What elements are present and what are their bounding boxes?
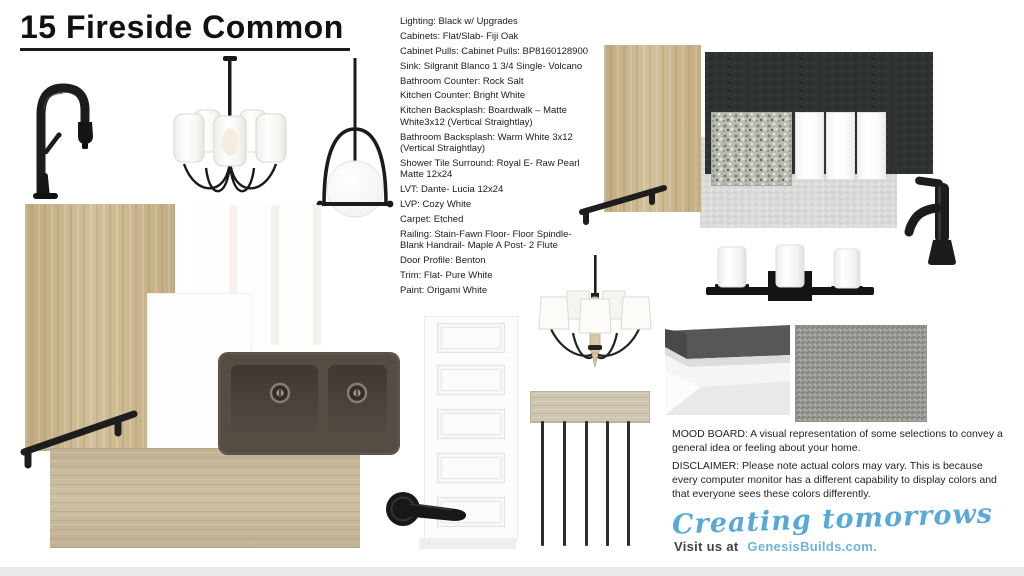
page-title: 15 Fireside Common xyxy=(20,10,350,51)
carpet-etched-swatch xyxy=(795,325,927,422)
door-lever-image xyxy=(380,485,475,535)
spec-item-bathroom-backsplash: Bathroom Backsplash: Warm White 3x12 (Vertical Straightlay) xyxy=(400,131,573,155)
website-link[interactable]: GenesisBuilds.com. xyxy=(747,539,878,554)
railing-spindle xyxy=(541,421,544,546)
baseboard-trim-image xyxy=(665,325,790,415)
door-panel xyxy=(437,409,505,439)
cabinet-pull-image-right xyxy=(576,178,671,226)
warm-white-tile xyxy=(826,112,855,180)
railing-spindle xyxy=(585,421,588,546)
door-panel xyxy=(437,323,505,353)
spec-item-kitchen-backsplash: Kitchen Backsplash: Boardwalk – Matte White3x12 (Vertical Straightlay) xyxy=(400,105,567,128)
warm-white-tile xyxy=(795,112,824,180)
spec-item-kitchen-counter: Kitchen Counter: Bright White xyxy=(400,90,526,102)
spec-item-shower-tile: Shower Tile Surround: Royal E- Raw Pearl Matte 12x24 xyxy=(400,157,580,181)
chandelier-wood-column-image xyxy=(535,255,657,377)
mood-board-description: MOOD BOARD: A visual representation of some selections to convey a general idea or feeling about your home. xyxy=(672,428,1003,454)
cabinet-pull-image xyxy=(18,398,143,470)
spec-item-lvp: LVP: Cozy White xyxy=(400,199,472,211)
railing-spindle xyxy=(606,421,609,546)
visit-line xyxy=(674,539,877,554)
spec-item-cabinets: Cabinets: Flat/Slab- Fiji Oak xyxy=(400,30,519,42)
visit-prefix: Visit us at xyxy=(674,539,739,554)
spec-item-bathroom-counter: Bathroom Counter: Rock Salt xyxy=(400,75,524,87)
vanity-light-image xyxy=(700,243,880,305)
globe-pendant-image xyxy=(315,58,395,218)
door-shadow xyxy=(419,538,516,549)
sink-drain-left xyxy=(271,384,289,402)
railing-spindle xyxy=(563,421,566,546)
bottom-divider-bar xyxy=(0,567,1024,576)
door-panel xyxy=(437,453,505,483)
chandelier-shaded-image xyxy=(170,56,292,204)
warm-white-tile xyxy=(857,112,886,180)
silgranit-sink-image xyxy=(218,352,400,455)
railing-spindle xyxy=(627,421,630,546)
spec-item-railing: Railing: Stain-Fawn Floor- Floor Spindle-Blank Handrail- Maple A Post- 2 Flute xyxy=(400,228,572,252)
spec-item-lvt: LVT: Dante- Lucia 12x24 xyxy=(400,184,504,196)
spec-item-carpet: Carpet: Etched xyxy=(400,213,464,225)
brand-tagline: Creating tomorrows xyxy=(671,498,994,541)
spec-item-trim: Trim: Flat- Pure White xyxy=(400,270,493,282)
spec-item-cabinet-pulls: Cabinet Pulls: Cabinet Pulls: BP8160128900 xyxy=(400,45,589,57)
spec-item-lighting: Lighting: Black w/ Upgrades xyxy=(400,16,518,27)
rock-salt-counter-swatch xyxy=(711,112,792,186)
disclaimer-text: DISCLAIMER: Please note actual colors may vary. This is because every computer monitor has a different capability to display colors and that everyone sees these colors differently. xyxy=(672,460,997,500)
sink-drain-right xyxy=(348,384,366,402)
spec-item-sink: Sink: Silgranit Blanco 1 3/4 Single- Volcano xyxy=(400,60,583,72)
spec-item-paint: Paint: Origami White xyxy=(400,284,488,296)
door-panel xyxy=(437,365,505,395)
kitchen-faucet-image xyxy=(25,80,100,200)
bathroom-faucet-image xyxy=(893,168,978,268)
spec-item-door-profile: Door Profile: Benton xyxy=(400,255,486,267)
handrail-swatch xyxy=(530,391,650,423)
